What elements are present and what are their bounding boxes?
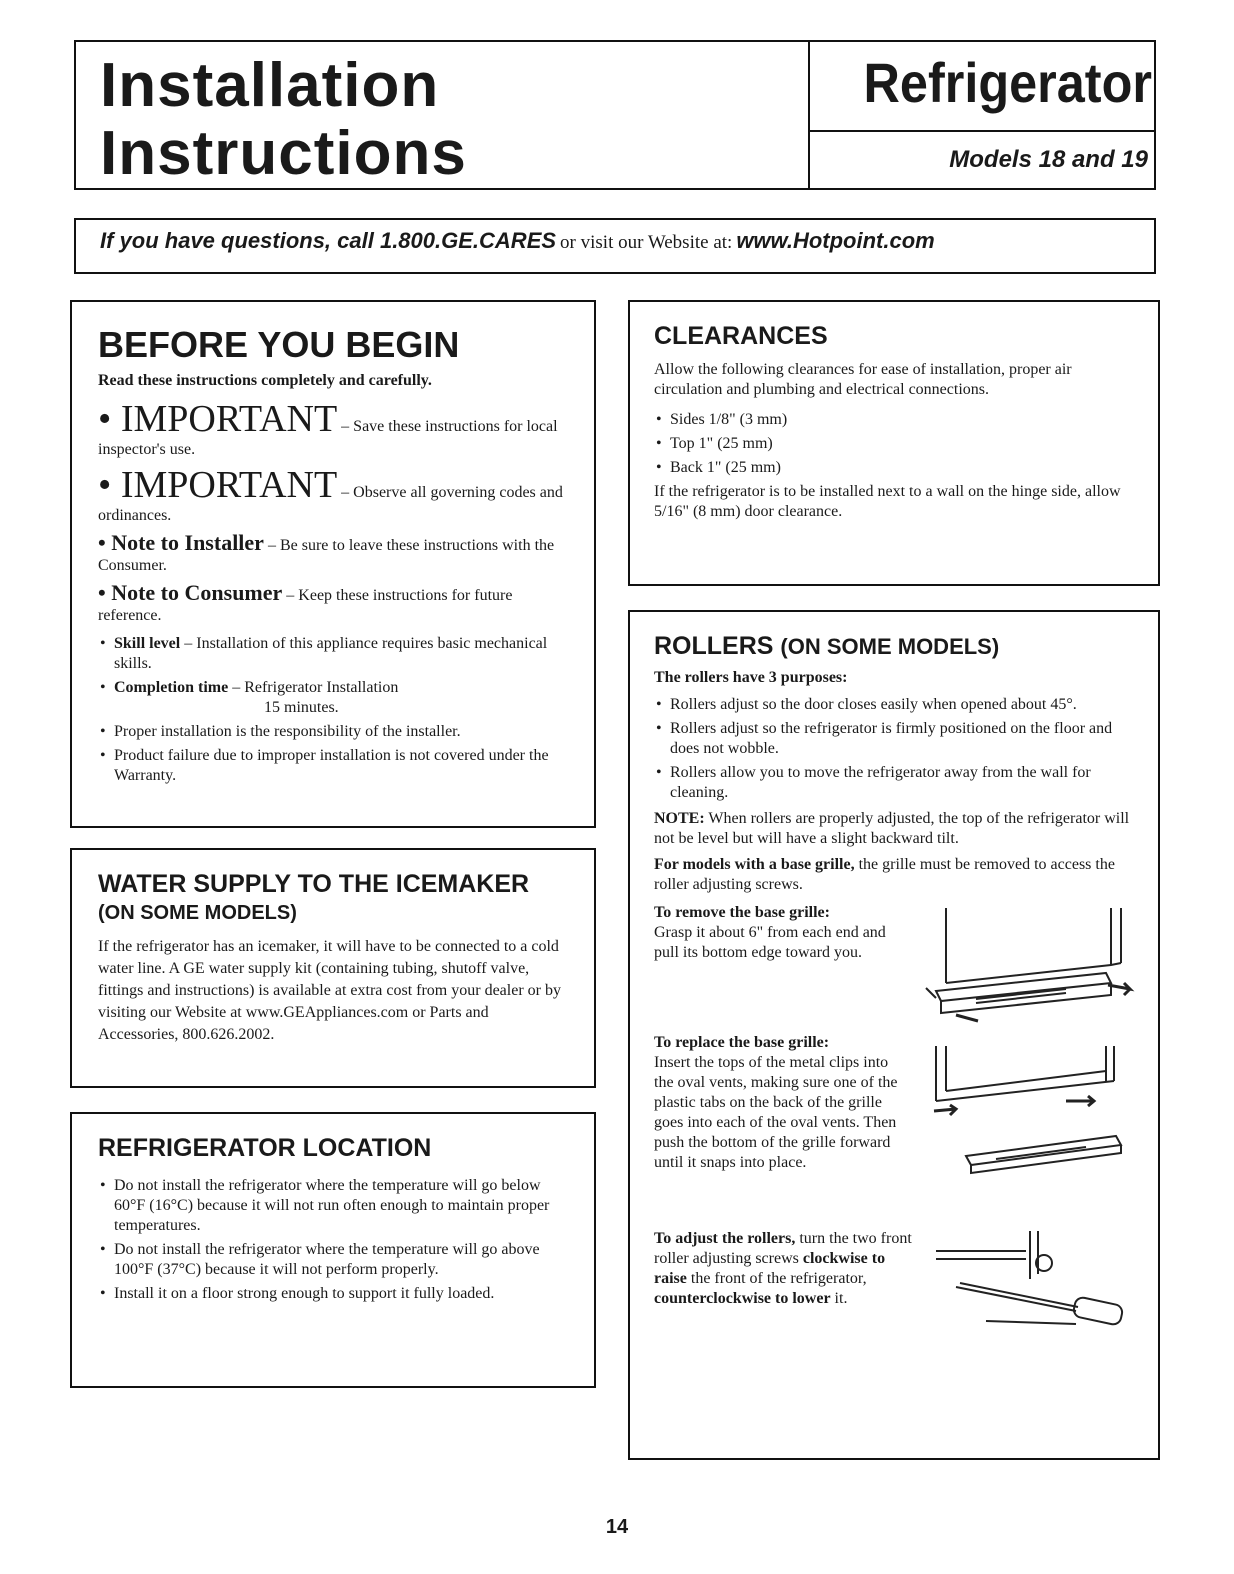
contact-question: If you have questions, call 1.800.GE.CARES: [100, 228, 557, 253]
clearances-section: [628, 300, 1160, 586]
replace-grille-illustration: [916, 1041, 1140, 1181]
clearance-back: • Back 1" (25 mm): [654, 458, 1134, 478]
roller-purpose-3: • Rollers allow you to move the refrigerator away from the wall for cleaning.: [654, 763, 1134, 803]
before-lead: Read these instructions completely and carefully.: [98, 372, 432, 389]
rollers-note: NOTE: When rollers are properly adjusted, the top of the refrigerator will not be level but will have a slight backward tilt.: [654, 810, 1130, 847]
water-subtitle: (ON SOME MODELS): [98, 902, 297, 924]
clearances-hinge-note: If the refrigerator is to be installed next to a wall on the hinge side, allow 5/16" (8 mm) door clearance.: [654, 483, 1121, 520]
water-supply-section: [70, 848, 596, 1088]
remove-grille-block: [654, 903, 1134, 1033]
contact-banner: [74, 218, 1156, 274]
header-box: [74, 40, 1156, 190]
product-name: Refrigerator: [863, 51, 1152, 114]
adjust-rollers-illustration: [926, 1229, 1140, 1339]
title-line-2: Instructions: [100, 119, 467, 188]
refrigerator-location-section: [70, 1112, 596, 1388]
completion-time-item: • Completion time – Refrigerator Installation 15 minutes.: [98, 678, 568, 718]
adjust-rollers-block: [654, 1229, 1134, 1349]
clearance-top: • Top 1" (25 mm): [654, 434, 1134, 454]
skill-level-item: • Skill level – Installation of this appliance requires basic mechanical skills.: [98, 634, 568, 674]
important-1-text: – Save these instructions for local inspector's use.: [98, 418, 558, 458]
header-rule: [810, 130, 1156, 132]
page-number: 14: [605, 1516, 629, 1538]
roller-purpose-1: • Rollers adjust so the door closes easily when opened about 45°.: [654, 695, 1134, 715]
note-consumer-item: • Note to Consumer – Keep these instructions for future reference.: [98, 580, 513, 624]
note-installer-item: • Note to Installer – Be sure to leave these instructions with the Consumer.: [98, 530, 555, 574]
important-1-title: IMPORTANT: [120, 398, 338, 440]
models-label: Models 18 and 19: [949, 146, 1148, 173]
important-2-title: IMPORTANT: [120, 464, 338, 506]
adjust-rollers-text: To adjust the rollers, turn the two front roller adjusting screws clockwise to raise the front of the refrigerator, counterclockwise to lower it.: [654, 1230, 912, 1307]
rollers-lead: The rollers have 3 purposes:: [654, 669, 848, 686]
before-list: [98, 634, 568, 786]
product-failure-item: • Product failure due to improper installation is not covered under the Warranty.: [98, 746, 568, 786]
clearances-title: CLEARANCES: [654, 322, 828, 350]
water-body: If the refrigerator has an icemaker, it will have to be connected to a cold water line. A GE water supply kit (containing tubing, shutoff valve, fittings and instructions) is available at extra cost from your dealer or by visiting our Website at www.GEAppliances.com or Parts and Accessories, 800.626.2002.: [98, 938, 561, 1043]
rollers-list: [654, 695, 1134, 803]
title-line-1: Installation: [100, 51, 440, 120]
rollers-title: ROLLERS (ON SOME MODELS): [654, 632, 1000, 660]
before-you-begin-section: [70, 300, 596, 828]
clearances-intro: Allow the following clearances for ease of installation, proper air circulation and plumbing and electrical connections.: [654, 361, 1072, 398]
note-consumer-title: Note to Consumer: [111, 580, 283, 605]
remove-grille-title: To remove the base grille:: [654, 904, 830, 921]
clearance-sides: • Sides 1/8" (3 mm): [654, 410, 1134, 430]
replace-grille-block: [654, 1033, 1134, 1229]
roller-purpose-2: • Rollers adjust so the refrigerator is firmly positioned on the floor and does not wobble.: [654, 719, 1134, 759]
before-title: BEFORE YOU BEGIN: [98, 324, 460, 365]
header-divider: [808, 42, 810, 190]
location-item-3: • Install it on a floor strong enough to support it fully loaded.: [98, 1284, 568, 1304]
replace-grille-text: Insert the tops of the metal clips into the oval vents, making sure one of the plastic tabs on the back of the grille goes into each of the oval vents. Then push the bottom of the grille forward until it snaps into place.: [654, 1054, 898, 1171]
proper-installation-item: • Proper installation is the responsibility of the installer.: [98, 722, 568, 742]
note-installer-text: – Be sure to leave these instructions with the Consumer.: [98, 537, 555, 574]
remove-grille-illustration: [916, 903, 1140, 1031]
important-2-text: – Observe all governing codes and ordinances.: [98, 484, 563, 524]
location-item-1: • Do not install the refrigerator where the temperature will go below 60°F (16°C) because it will not run often enough to maintain proper temperatures.: [98, 1176, 568, 1236]
important-save-item: • IMPORTANT – Save these instructions for local inspector's use.: [98, 398, 558, 458]
clearances-list: [654, 410, 1134, 478]
water-title: WATER SUPPLY TO THE ICEMAKER: [98, 870, 530, 898]
contact-or-text: or visit our Website at:: [560, 232, 733, 253]
location-title: REFRIGERATOR LOCATION: [98, 1134, 432, 1162]
note-installer-title: Note to Installer: [111, 530, 264, 555]
important-observe-item: • IMPORTANT – Observe all governing codes and ordinances.: [98, 464, 563, 524]
location-list: [98, 1176, 568, 1304]
note-consumer-text: – Keep these instructions for future reference.: [98, 587, 513, 624]
page-title: [100, 52, 467, 188]
remove-grille-text: Grasp it about 6" from each end and pull its bottom edge toward you.: [654, 924, 886, 961]
website-link[interactable]: www.Hotpoint.com: [736, 228, 935, 253]
rollers-subtitle: (ON SOME MODELS): [780, 634, 1000, 659]
grille-note: For models with a base grille, the grille must be removed to access the roller adjusting screws.: [654, 856, 1115, 893]
replace-grille-title: To replace the base grille:: [654, 1034, 830, 1051]
rollers-section: [628, 610, 1160, 1460]
location-item-2: • Do not install the refrigerator where the temperature will go above 100°F (37°C) because it will not perform properly.: [98, 1240, 568, 1280]
